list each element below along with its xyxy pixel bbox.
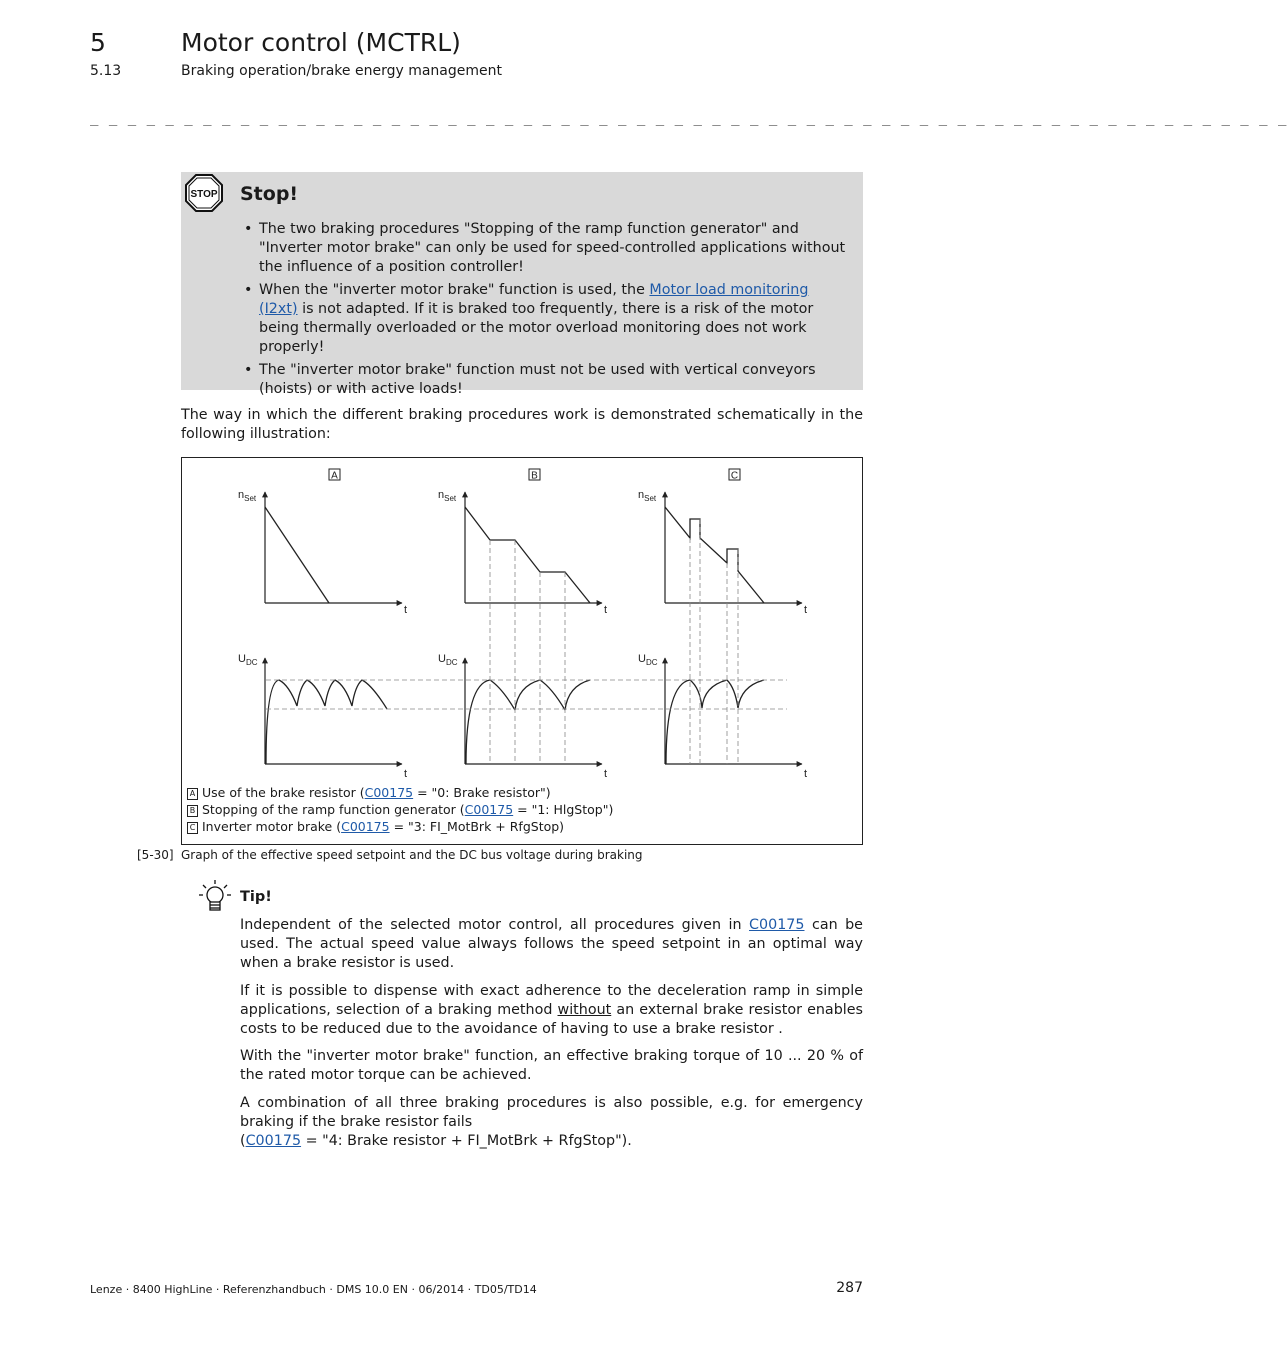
tip-p2-pre: If it is possible to dispense with exact adherence to the deceleration ramp in simple applications, selection of a braking method [240, 983, 863, 1018]
legend-item-c [187, 819, 564, 834]
tip-p4-post: = "4: Brake resistor + FI_MotBrk + RfgStop"). [301, 1133, 632, 1149]
panel-a-voltage-curve [266, 680, 387, 764]
legend-a-link[interactable]: C00175 [364, 785, 414, 800]
panel-c-speed-label: $n_{Set}$ [638, 489, 657, 503]
stop-icon [185, 174, 223, 212]
tip-p4-link[interactable]: C00175 [245, 1133, 302, 1149]
legend-c-pre: Inverter motor brake ( [202, 819, 342, 834]
stop-bullet-list [244, 220, 849, 403]
panel-c-voltage-time-label: t [804, 768, 808, 780]
stop-bullet-1-text: The two braking procedures "Stopping of the ramp function generator" and "Inverter motor brake" can only be used for speed-controlled applications without the influence of a position controller! [259, 221, 846, 275]
legend-b-pre: Stopping of the ramp function generator ( [202, 802, 465, 817]
tip-p1-link[interactable]: C00175 [749, 917, 805, 933]
stop-bullet-1: • The two braking procedures "Stopping of the ramp function generator" and "Inverter motor brake" can only be used for speed-controlled applications without the influence of a position controller! [244, 221, 846, 275]
legend-c-post: = "3: FI_MotBrk + RfgStop) [389, 819, 565, 834]
legend-b-link[interactable]: C00175 [464, 802, 514, 817]
panel-a-letter: A [331, 470, 338, 482]
stop-bullet-2-post: is not adapted. If it is braked too frequently, there is a risk of the motor being thermally overloaded or the motor overload monitoring does not work properly! [259, 301, 814, 355]
legend-c-letter: C [187, 822, 198, 834]
panel-c-speed-time-label: t [804, 604, 808, 616]
chapter-number: 5 [90, 28, 106, 57]
panel-a-voltage-time-label: t [404, 768, 408, 780]
lightbulb-icon [197, 878, 233, 914]
stop-heading: Stop! [240, 183, 299, 205]
braking-diagram [182, 458, 862, 788]
tip-p2-underlined: without [557, 1002, 612, 1018]
intro-paragraph: The way in which the different braking procedures work is demonstrated schematically in the following illustration: [181, 407, 863, 442]
panel-c-letter: C [730, 470, 739, 482]
panel-b-voltage-time-label: t [604, 768, 608, 780]
panel-c-voltage-curve [666, 680, 764, 764]
tip-paragraph-1 [240, 916, 863, 973]
panel-b-speed-time-label: t [604, 604, 608, 616]
stop-bullet-3: • The "inverter motor brake" function must not be used with vertical conveyors (hoists) or with active loads! [244, 362, 816, 397]
tip-p4-pre: A combination of all three braking procedures is also possible, e.g. for emergency braking if the brake resistor fails [240, 1095, 863, 1130]
stop-icon-label: STOP [190, 189, 218, 200]
legend-b-post: = "1: HlgStop") [513, 802, 614, 817]
stop-bullet-3-text: The "inverter motor brake" function must not be used with vertical conveyors (hoists) or with active loads! [259, 362, 816, 397]
caption-number: [5-30] [137, 848, 174, 862]
legend-a-pre: Use of the brake resistor ( [202, 785, 365, 800]
panel-b-voltage-label: $U_{DC}$ [438, 653, 458, 667]
stop-bullet-2-pre: When the "inverter motor brake" function is used, the [259, 282, 650, 298]
tip-p2-post: an external brake resistor enables costs to be reduced due to the avoidance of having to use a brake resistor . [240, 1002, 863, 1037]
tip-heading: Tip! [240, 889, 272, 905]
legend-item-b [187, 802, 613, 817]
chapter-title: Motor control (MCTRL) [181, 28, 461, 57]
panel-c-voltage-label: $U_{DC}$ [638, 653, 658, 667]
panel-b-speed-curve [465, 507, 590, 603]
braking-figure [181, 457, 863, 845]
tip-paragraph-3: With the "inverter motor brake" function, an effective braking torque of 10 ... 20 % of the rated motor torque can be achieved. [240, 1048, 863, 1083]
figure-legend [182, 785, 862, 843]
section-number: 5.13 [90, 63, 122, 79]
caption-text: Graph of the effective speed setpoint and the DC bus voltage during braking [181, 848, 643, 862]
footer-text: Lenze · 8400 HighLine · Referenzhandbuch · DMS 10.0 EN · 06/2014 · TD05/TD14 [90, 1283, 537, 1296]
panel-c-speed-curve [665, 507, 764, 603]
panel-a-speed-time-label: t [404, 604, 408, 616]
tip-p1-pre: Independent of the selected motor control, all procedures given in [240, 917, 750, 933]
panel-b-letter: B [531, 470, 538, 482]
legend-a-letter: A [187, 788, 198, 800]
tip-p1-post: can be used. The actual speed value always follows the speed setpoint in an optimal way when a brake resistor is used. [240, 917, 863, 971]
panel-b-speed-label: $n_{Set}$ [438, 489, 457, 503]
panel-a-voltage-label: $U_{DC}$ [238, 653, 258, 667]
section-title: Braking operation/brake energy management [181, 63, 502, 79]
page-number: 287 [836, 1280, 863, 1296]
tip-p4-open: ( [240, 1133, 246, 1149]
header-dashed-rule: _ _ _ _ _ _ _ _ _ _ _ _ _ _ _ _ _ _ _ _ _ _ _ _ _ _ _ _ _ _ _ _ _ _ _ _ _ _ _ _ _ _ _ _ _ _ _ _ _ _ _ _ _ _ _ _ _ _ _ _ _ _ _ _ [90, 110, 1287, 126]
legend-item-a [187, 785, 551, 800]
panel-a-speed-curve [265, 507, 329, 603]
tip-paragraph-4 [240, 1094, 863, 1151]
legend-a-post: = "0: Brake resistor") [413, 785, 551, 800]
panel-a-speed-label: $n_{Set}$ [238, 489, 257, 503]
legend-b-letter: B [187, 805, 198, 817]
tip-paragraph-2 [240, 982, 863, 1039]
panel-b-voltage-curve [466, 680, 590, 764]
legend-c-link[interactable]: C00175 [341, 819, 390, 834]
motor-load-monitoring-link[interactable]: Motor load monitoring (I2xt) [259, 282, 809, 317]
stop-bullet-2: • When the "inverter motor brake" function is used, the Motor load monitoring (I2xt) is not adapted. If it is braked too frequently, there is a risk of the motor being thermally overloaded or the motor overload monitoring does not work properly! [244, 282, 814, 355]
